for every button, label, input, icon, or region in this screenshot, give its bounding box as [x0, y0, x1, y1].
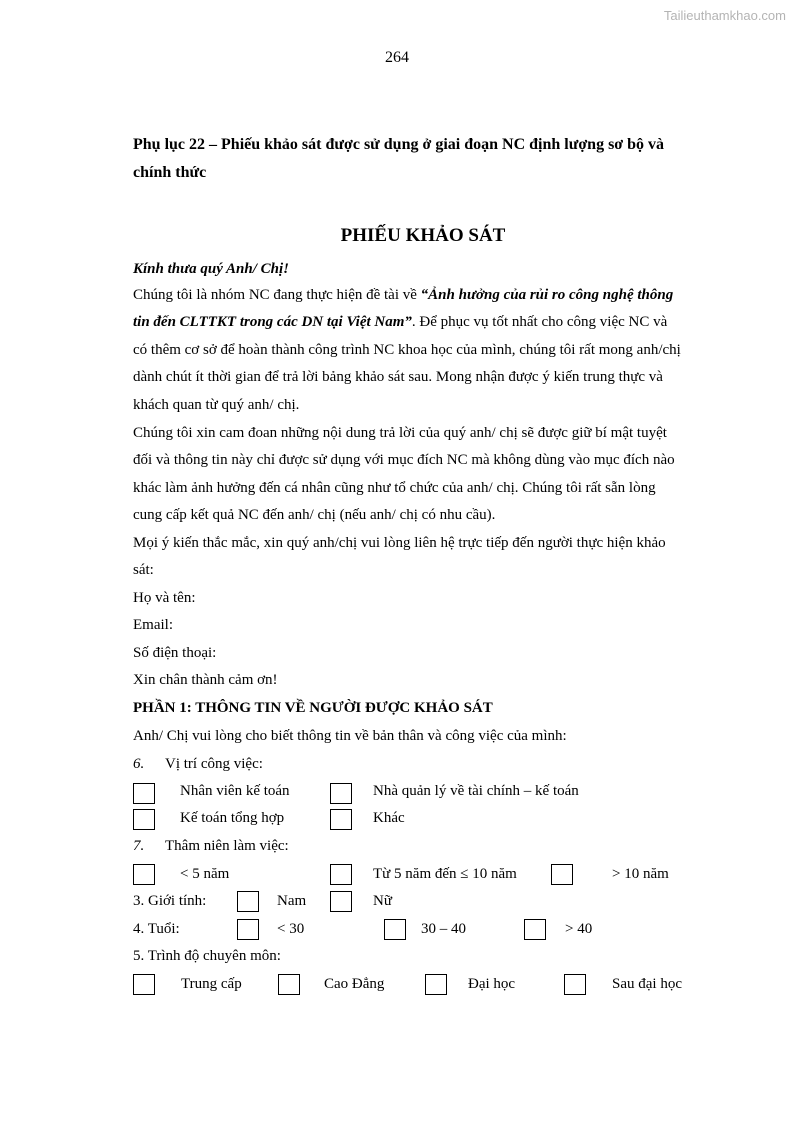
greeting: Kính thưa quý Anh/ Chị! [133, 261, 290, 277]
appendix-title-line1: Phụ lục 22 – Phiếu khảo sát được sử dụng ở giai đoạn NC định lượng sơ bộ và [133, 136, 665, 153]
q6-opt4-checkbox[interactable] [330, 809, 352, 830]
q7-opt1-checkbox[interactable] [133, 864, 155, 885]
q7-label: Thâm niên làm việc: [165, 838, 289, 854]
q5-opt4-checkbox[interactable] [564, 974, 586, 995]
intro-topic-2: tin đến CLTTKT trong các DN tại Việt Nam” [133, 314, 412, 330]
q4-opt2-checkbox[interactable] [384, 919, 406, 940]
thanks-text: Xin chân thành cảm ơn! [133, 672, 278, 688]
q7-opt1-label: < 5 năm [180, 866, 230, 882]
intro-line-2 [133, 312, 667, 332]
q7-number: 7. [133, 838, 145, 854]
intro-line-5: khách quan từ quý anh/ chị. [133, 397, 300, 413]
commit-line-1: Chúng tôi xin cam đoan những nội dung trả lời của quý anh/ chị sẽ được giữ bí mật tuyệt [133, 425, 667, 441]
q4-opt1-label: < 30 [277, 921, 305, 937]
commit-line-4: cung cấp kết quả NC đến anh/ chị (nếu anh/ chị có nhu cầu). [133, 507, 496, 523]
q4-opt1-checkbox[interactable] [237, 919, 259, 940]
q7-opt2-checkbox[interactable] [330, 864, 352, 885]
q5-opt4-label: Sau đại học [612, 976, 682, 992]
q6-opt2-checkbox[interactable] [330, 783, 352, 804]
q7-opt2-label: Từ 5 năm đến ≤ 10 năm [373, 866, 517, 882]
contact-phone-label: Số điện thoại: [133, 645, 217, 661]
intro-line-4: dành chút ít thời gian để trả lời bảng khảo sát sau. Mong nhận được ý kiến trung thực và [133, 369, 663, 385]
q4-label: 4. Tuổi: [133, 921, 180, 937]
q3-opt2-checkbox[interactable] [330, 891, 352, 912]
q4-opt3-checkbox[interactable] [524, 919, 546, 940]
intro-line-1 [133, 285, 673, 305]
q3-opt1-checkbox[interactable] [237, 891, 259, 912]
intro-topic-1: “Ảnh hưởng của rủi ro công nghệ thông [420, 287, 674, 303]
contact-name-label: Họ và tên: [133, 590, 196, 606]
commit-line-3: khác làm ảnh hưởng đến cá nhân cũng như tổ chức của anh/ chị. Chúng tôi rất sẵn lòng [133, 480, 656, 496]
commit-line-2: đối và thông tin này chỉ được sử dụng với mục đích NC mà không dùng vào mục đích nào [133, 452, 675, 468]
contact-line-1: Mọi ý kiến thắc mắc, xin quý anh/chị vui lòng liên hệ trực tiếp đến người thực hiện khảo [133, 535, 666, 551]
intro-text-2b: . Để phục vụ tốt nhất cho công việc NC và [411, 314, 668, 330]
part1-instruction: Anh/ Chị vui lòng cho biết thông tin về bản thân và công việc của mình: [133, 728, 567, 744]
q5-opt1-checkbox[interactable] [133, 974, 155, 995]
contact-line-2: sát: [133, 562, 154, 578]
q5-opt1-label: Trung cấp [181, 976, 242, 992]
appendix-title [133, 131, 733, 187]
q3-opt1-label: Nam [277, 893, 307, 909]
q5-label: 5. Trình độ chuyên môn: [133, 948, 281, 964]
q6-opt3-checkbox[interactable] [133, 809, 155, 830]
q6-opt3-label: Kế toán tổng hợp [180, 810, 285, 826]
q7-opt3-checkbox[interactable] [551, 864, 573, 885]
intro-line-3: có thêm cơ sở để hoàn thành công trình NC khoa học của mình, chúng tôi rất mong anh/chị [133, 342, 681, 358]
appendix-title-line2: chính thức [133, 164, 207, 181]
form-title: PHIẾU KHẢO SÁT [340, 225, 506, 246]
q5-opt2-checkbox[interactable] [278, 974, 300, 995]
q6-opt2-label: Nhà quản lý về tài chính – kế toán [373, 783, 579, 799]
q5-opt3-checkbox[interactable] [425, 974, 447, 995]
q3-opt2-label: Nữ [373, 893, 392, 909]
q7-opt3-label: > 10 năm [612, 866, 669, 882]
q6-label: Vị trí công việc: [165, 756, 263, 772]
watermark: Tailieuthamkhao.com [663, 8, 786, 23]
q6-number: 6. [133, 756, 145, 772]
part1-heading: PHẦN 1: THÔNG TIN VỀ NGƯỜI ĐƯỢC KHẢO SÁT [133, 700, 493, 716]
contact-email-label: Email: [133, 617, 173, 633]
q4-opt3-label: > 40 [565, 921, 593, 937]
q3-label: 3. Giới tính: [133, 893, 207, 909]
q6-opt4-label: Khác [373, 810, 405, 826]
q4-opt2-label: 30 – 40 [421, 921, 466, 937]
q5-opt2-label: Cao Đẳng [324, 976, 385, 992]
q5-opt3-label: Đại học [468, 976, 516, 992]
q6-opt1-label: Nhân viên kế toán [180, 783, 290, 799]
q6-opt1-checkbox[interactable] [133, 783, 155, 804]
intro-text-1a: Chúng tôi là nhóm NC đang thực hiện đề tài về [133, 287, 421, 303]
page-number: 264 [385, 49, 409, 66]
